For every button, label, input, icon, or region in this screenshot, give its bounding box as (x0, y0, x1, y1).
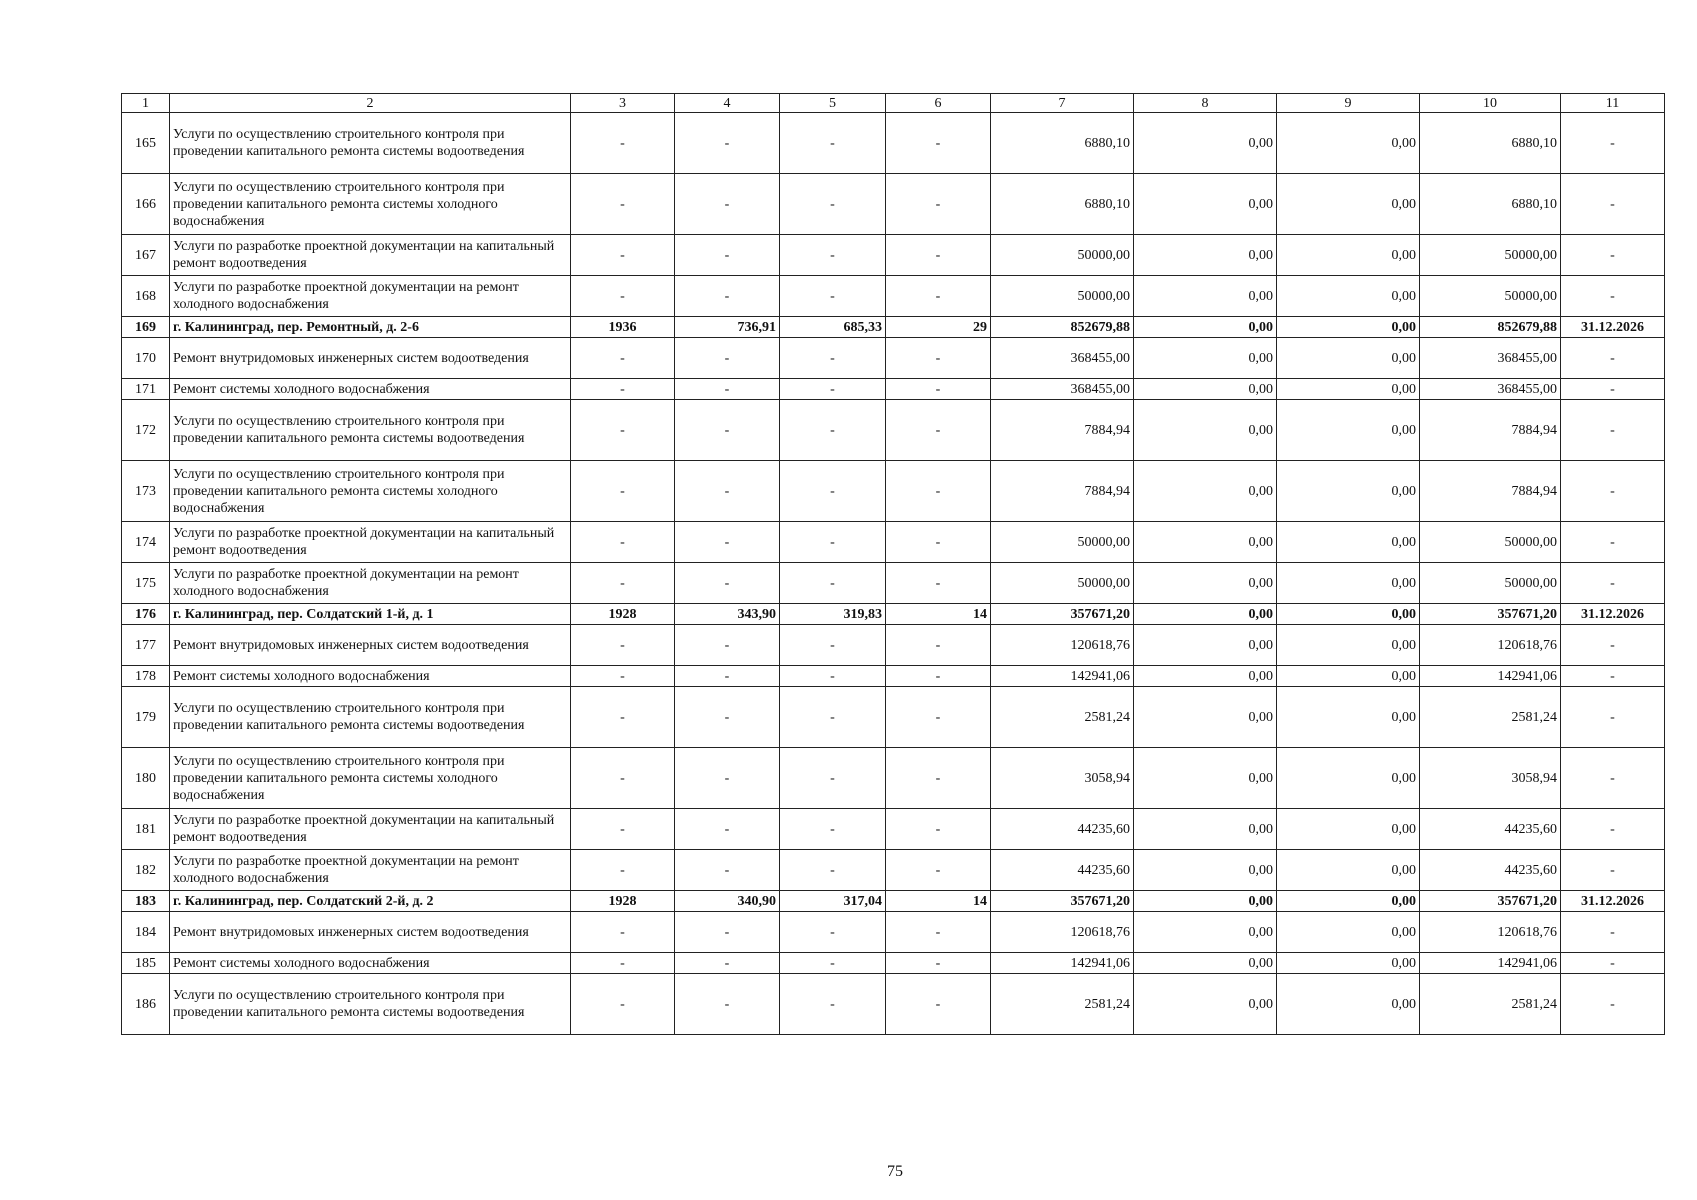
col-3-value: - (571, 912, 675, 953)
col-4-value: - (675, 522, 780, 563)
col-5-value: - (780, 850, 886, 891)
row-description: Ремонт системы холодного водоснабжения (170, 379, 571, 400)
col-3-value: - (571, 522, 675, 563)
table-row (122, 276, 1665, 317)
row-number: 169 (122, 317, 170, 338)
address-row (122, 317, 1665, 338)
col-7-value: 44235,60 (991, 850, 1134, 891)
col-4-value: 340,90 (675, 891, 780, 912)
col-11-value: - (1561, 400, 1665, 461)
col-3-value: - (571, 974, 675, 1035)
row-description: Услуги по разработке проектной документации на капитальный ремонт водоотведения (170, 809, 571, 850)
column-header-10: 10 (1420, 94, 1561, 113)
col-4-value: 736,91 (675, 317, 780, 338)
col-3-value: - (571, 687, 675, 748)
data-table (121, 93, 1665, 1035)
col-5-value: - (780, 687, 886, 748)
col-8-value: 0,00 (1134, 953, 1277, 974)
col-3-value: - (571, 809, 675, 850)
col-4-value: - (675, 113, 780, 174)
col-9-value: 0,00 (1277, 809, 1420, 850)
col-6-value: 14 (886, 891, 991, 912)
col-11-value: - (1561, 748, 1665, 809)
col-7-value: 852679,88 (991, 317, 1134, 338)
table-row (122, 400, 1665, 461)
column-header-6: 6 (886, 94, 991, 113)
col-5-value: - (780, 809, 886, 850)
col-9-value: 0,00 (1277, 687, 1420, 748)
col-3-value: - (571, 174, 675, 235)
col-11-value: - (1561, 276, 1665, 317)
col-3-value: 1928 (571, 604, 675, 625)
table-row (122, 625, 1665, 666)
col-10-value: 7884,94 (1420, 461, 1561, 522)
col-8-value: 0,00 (1134, 974, 1277, 1035)
col-6-value: - (886, 809, 991, 850)
col-3-value: - (571, 625, 675, 666)
col-6-value: - (886, 379, 991, 400)
col-8-value: 0,00 (1134, 461, 1277, 522)
col-11-value: - (1561, 687, 1665, 748)
row-number: 176 (122, 604, 170, 625)
col-4-value: - (675, 379, 780, 400)
col-5-value: - (780, 748, 886, 809)
col-7-value: 7884,94 (991, 400, 1134, 461)
col-6-value: - (886, 666, 991, 687)
col-10-value: 7884,94 (1420, 400, 1561, 461)
col-8-value: 0,00 (1134, 625, 1277, 666)
row-number: 168 (122, 276, 170, 317)
col-5-value: - (780, 953, 886, 974)
column-header-3: 3 (571, 94, 675, 113)
col-7-value: 50000,00 (991, 235, 1134, 276)
table-row (122, 974, 1665, 1035)
col-8-value: 0,00 (1134, 113, 1277, 174)
col-8-value: 0,00 (1134, 748, 1277, 809)
column-header-11: 11 (1561, 94, 1665, 113)
col-8-value: 0,00 (1134, 235, 1277, 276)
col-11-value: - (1561, 953, 1665, 974)
table-row (122, 563, 1665, 604)
col-9-value: 0,00 (1277, 891, 1420, 912)
col-9-value: 0,00 (1277, 563, 1420, 604)
table-row (122, 461, 1665, 522)
row-description: Услуги по осуществлению строительного контроля при проведении капитального ремонта системы водоотведения (170, 400, 571, 461)
col-5-value: - (780, 563, 886, 604)
col-3-value: - (571, 235, 675, 276)
table-row (122, 687, 1665, 748)
col-9-value: 0,00 (1277, 850, 1420, 891)
col-9-value: 0,00 (1277, 379, 1420, 400)
table-row (122, 809, 1665, 850)
col-11-value: - (1561, 850, 1665, 891)
row-description: Услуги по разработке проектной документации на ремонт холодного водоснабжения (170, 563, 571, 604)
col-4-value: - (675, 625, 780, 666)
col-6-value: - (886, 235, 991, 276)
col-10-value: 852679,88 (1420, 317, 1561, 338)
row-number: 172 (122, 400, 170, 461)
col-8-value: 0,00 (1134, 317, 1277, 338)
col-11-value: - (1561, 113, 1665, 174)
col-8-value: 0,00 (1134, 379, 1277, 400)
col-5-value: 685,33 (780, 317, 886, 338)
row-number: 174 (122, 522, 170, 563)
col-3-value: 1928 (571, 891, 675, 912)
col-6-value: - (886, 276, 991, 317)
row-number: 170 (122, 338, 170, 379)
column-header-1: 1 (122, 94, 170, 113)
col-9-value: 0,00 (1277, 400, 1420, 461)
col-4-value: - (675, 400, 780, 461)
col-4-value: 343,90 (675, 604, 780, 625)
col-4-value: - (675, 809, 780, 850)
header-row (122, 94, 1665, 113)
col-7-value: 357671,20 (991, 604, 1134, 625)
row-number: 181 (122, 809, 170, 850)
row-description: Услуги по осуществлению строительного контроля при проведении капитального ремонта системы водоотведения (170, 974, 571, 1035)
table-row (122, 235, 1665, 276)
col-10-value: 120618,76 (1420, 625, 1561, 666)
col-8-value: 0,00 (1134, 563, 1277, 604)
col-4-value: - (675, 953, 780, 974)
col-3-value: - (571, 953, 675, 974)
col-8-value: 0,00 (1134, 604, 1277, 625)
row-number: 165 (122, 113, 170, 174)
row-description: Услуги по разработке проектной документации на ремонт холодного водоснабжения (170, 276, 571, 317)
col-8-value: 0,00 (1134, 276, 1277, 317)
col-3-value: - (571, 338, 675, 379)
col-6-value: 14 (886, 604, 991, 625)
col-6-value: - (886, 113, 991, 174)
col-6-value: - (886, 974, 991, 1035)
col-6-value: - (886, 338, 991, 379)
col-11-value: - (1561, 235, 1665, 276)
column-header-9: 9 (1277, 94, 1420, 113)
col-3-value: - (571, 379, 675, 400)
col-6-value: - (886, 850, 991, 891)
col-9-value: 0,00 (1277, 461, 1420, 522)
table-row (122, 912, 1665, 953)
col-6-value: - (886, 912, 991, 953)
col-9-value: 0,00 (1277, 666, 1420, 687)
col-6-value: - (886, 953, 991, 974)
col-10-value: 6880,10 (1420, 113, 1561, 174)
col-5-value: 319,83 (780, 604, 886, 625)
row-description: Ремонт внутридомовых инженерных систем водоотведения (170, 625, 571, 666)
address-row (122, 891, 1665, 912)
col-10-value: 44235,60 (1420, 850, 1561, 891)
col-5-value: - (780, 235, 886, 276)
col-5-value: - (780, 974, 886, 1035)
col-3-value: - (571, 276, 675, 317)
row-number: 178 (122, 666, 170, 687)
col-11-value: 31.12.2026 (1561, 891, 1665, 912)
row-description: Услуги по разработке проектной документации на капитальный ремонт водоотведения (170, 522, 571, 563)
col-9-value: 0,00 (1277, 974, 1420, 1035)
row-number: 185 (122, 953, 170, 974)
col-10-value: 142941,06 (1420, 953, 1561, 974)
col-4-value: - (675, 687, 780, 748)
table-row (122, 338, 1665, 379)
row-description: г. Калининград, пер. Солдатский 2-й, д. 2 (170, 891, 571, 912)
col-9-value: 0,00 (1277, 953, 1420, 974)
col-7-value: 120618,76 (991, 912, 1134, 953)
col-11-value: - (1561, 338, 1665, 379)
table-row (122, 953, 1665, 974)
col-3-value: 1936 (571, 317, 675, 338)
col-7-value: 142941,06 (991, 666, 1134, 687)
col-7-value: 3058,94 (991, 748, 1134, 809)
row-description: Ремонт системы холодного водоснабжения (170, 953, 571, 974)
row-description: Услуги по разработке проектной документации на ремонт холодного водоснабжения (170, 850, 571, 891)
row-number: 166 (122, 174, 170, 235)
col-4-value: - (675, 666, 780, 687)
table-row (122, 174, 1665, 235)
col-9-value: 0,00 (1277, 317, 1420, 338)
col-10-value: 357671,20 (1420, 891, 1561, 912)
table-row (122, 666, 1665, 687)
col-6-value: - (886, 522, 991, 563)
col-7-value: 50000,00 (991, 522, 1134, 563)
col-9-value: 0,00 (1277, 912, 1420, 953)
col-4-value: - (675, 235, 780, 276)
col-8-value: 0,00 (1134, 912, 1277, 953)
row-number: 175 (122, 563, 170, 604)
column-header-7: 7 (991, 94, 1134, 113)
row-number: 173 (122, 461, 170, 522)
col-5-value: - (780, 400, 886, 461)
row-description: Ремонт внутридомовых инженерных систем водоотведения (170, 338, 571, 379)
col-11-value: - (1561, 625, 1665, 666)
col-9-value: 0,00 (1277, 174, 1420, 235)
col-4-value: - (675, 563, 780, 604)
col-9-value: 0,00 (1277, 625, 1420, 666)
col-6-value: - (886, 748, 991, 809)
col-8-value: 0,00 (1134, 174, 1277, 235)
col-11-value: - (1561, 379, 1665, 400)
col-3-value: - (571, 461, 675, 522)
col-6-value: - (886, 400, 991, 461)
row-description: Услуги по осуществлению строительного контроля при проведении капитального ремонта системы водоотведения (170, 113, 571, 174)
col-5-value: - (780, 174, 886, 235)
row-description: Услуги по разработке проектной документации на капитальный ремонт водоотведения (170, 235, 571, 276)
col-11-value: - (1561, 666, 1665, 687)
col-7-value: 357671,20 (991, 891, 1134, 912)
col-3-value: - (571, 400, 675, 461)
col-6-value: - (886, 563, 991, 604)
row-number: 177 (122, 625, 170, 666)
col-6-value: - (886, 687, 991, 748)
col-4-value: - (675, 338, 780, 379)
col-10-value: 2581,24 (1420, 974, 1561, 1035)
col-3-value: - (571, 666, 675, 687)
col-10-value: 368455,00 (1420, 379, 1561, 400)
table-row (122, 850, 1665, 891)
col-6-value: - (886, 461, 991, 522)
col-11-value: - (1561, 461, 1665, 522)
row-number: 179 (122, 687, 170, 748)
col-8-value: 0,00 (1134, 666, 1277, 687)
page-number: 75 (887, 1163, 903, 1180)
col-7-value: 368455,00 (991, 338, 1134, 379)
col-10-value: 50000,00 (1420, 235, 1561, 276)
row-description: Услуги по осуществлению строительного контроля при проведении капитального ремонта системы холодного водоснабжения (170, 174, 571, 235)
col-10-value: 3058,94 (1420, 748, 1561, 809)
col-7-value: 142941,06 (991, 953, 1134, 974)
col-3-value: - (571, 748, 675, 809)
column-header-2: 2 (170, 94, 571, 113)
row-number: 180 (122, 748, 170, 809)
col-7-value: 120618,76 (991, 625, 1134, 666)
table-header (122, 94, 1665, 113)
col-3-value: - (571, 563, 675, 604)
row-description: Услуги по осуществлению строительного контроля при проведении капитального ремонта системы холодного водоснабжения (170, 461, 571, 522)
col-7-value: 7884,94 (991, 461, 1134, 522)
col-10-value: 357671,20 (1420, 604, 1561, 625)
col-11-value: - (1561, 174, 1665, 235)
col-11-value: - (1561, 912, 1665, 953)
col-9-value: 0,00 (1277, 276, 1420, 317)
col-7-value: 50000,00 (991, 563, 1134, 604)
col-8-value: 0,00 (1134, 809, 1277, 850)
col-7-value: 6880,10 (991, 113, 1134, 174)
col-7-value: 2581,24 (991, 974, 1134, 1035)
row-description: Ремонт системы холодного водоснабжения (170, 666, 571, 687)
col-11-value: 31.12.2026 (1561, 317, 1665, 338)
col-5-value: - (780, 338, 886, 379)
row-description: г. Калининград, пер. Ремонтный, д. 2-6 (170, 317, 571, 338)
col-4-value: - (675, 748, 780, 809)
col-6-value: - (886, 625, 991, 666)
col-9-value: 0,00 (1277, 748, 1420, 809)
col-10-value: 50000,00 (1420, 563, 1561, 604)
row-number: 182 (122, 850, 170, 891)
col-9-value: 0,00 (1277, 604, 1420, 625)
row-number: 184 (122, 912, 170, 953)
col-7-value: 44235,60 (991, 809, 1134, 850)
col-9-value: 0,00 (1277, 522, 1420, 563)
col-4-value: - (675, 974, 780, 1035)
row-number: 186 (122, 974, 170, 1035)
col-5-value: - (780, 461, 886, 522)
col-7-value: 2581,24 (991, 687, 1134, 748)
col-4-value: - (675, 850, 780, 891)
col-10-value: 120618,76 (1420, 912, 1561, 953)
row-description: Ремонт внутридомовых инженерных систем водоотведения (170, 912, 571, 953)
col-5-value: - (780, 379, 886, 400)
col-11-value: - (1561, 563, 1665, 604)
row-description: Услуги по осуществлению строительного контроля при проведении капитального ремонта системы холодного водоснабжения (170, 748, 571, 809)
col-11-value: - (1561, 522, 1665, 563)
row-number: 183 (122, 891, 170, 912)
col-10-value: 142941,06 (1420, 666, 1561, 687)
col-5-value: 317,04 (780, 891, 886, 912)
col-10-value: 368455,00 (1420, 338, 1561, 379)
col-5-value: - (780, 522, 886, 563)
col-9-value: 0,00 (1277, 235, 1420, 276)
col-5-value: - (780, 276, 886, 317)
col-4-value: - (675, 276, 780, 317)
column-header-5: 5 (780, 94, 886, 113)
row-number: 167 (122, 235, 170, 276)
col-10-value: 44235,60 (1420, 809, 1561, 850)
col-6-value: - (886, 174, 991, 235)
col-11-value: - (1561, 974, 1665, 1035)
col-3-value: - (571, 850, 675, 891)
table-row (122, 379, 1665, 400)
col-7-value: 6880,10 (991, 174, 1134, 235)
col-10-value: 50000,00 (1420, 522, 1561, 563)
col-5-value: - (780, 912, 886, 953)
column-header-4: 4 (675, 94, 780, 113)
col-4-value: - (675, 174, 780, 235)
row-description: г. Калининград, пер. Солдатский 1-й, д. 1 (170, 604, 571, 625)
col-11-value: 31.12.2026 (1561, 604, 1665, 625)
col-7-value: 368455,00 (991, 379, 1134, 400)
col-10-value: 6880,10 (1420, 174, 1561, 235)
address-row (122, 604, 1665, 625)
col-5-value: - (780, 625, 886, 666)
table-body (122, 113, 1665, 1035)
col-8-value: 0,00 (1134, 850, 1277, 891)
col-5-value: - (780, 113, 886, 174)
col-4-value: - (675, 912, 780, 953)
table-row (122, 748, 1665, 809)
col-8-value: 0,00 (1134, 687, 1277, 748)
col-3-value: - (571, 113, 675, 174)
col-10-value: 50000,00 (1420, 276, 1561, 317)
col-8-value: 0,00 (1134, 891, 1277, 912)
col-4-value: - (675, 461, 780, 522)
table-row (122, 113, 1665, 174)
col-11-value: - (1561, 809, 1665, 850)
col-8-value: 0,00 (1134, 338, 1277, 379)
column-header-8: 8 (1134, 94, 1277, 113)
col-7-value: 50000,00 (991, 276, 1134, 317)
col-6-value: 29 (886, 317, 991, 338)
table-row (122, 522, 1665, 563)
col-8-value: 0,00 (1134, 522, 1277, 563)
row-number: 171 (122, 379, 170, 400)
col-8-value: 0,00 (1134, 400, 1277, 461)
row-description: Услуги по осуществлению строительного контроля при проведении капитального ремонта системы водоотведения (170, 687, 571, 748)
col-9-value: 0,00 (1277, 338, 1420, 379)
col-10-value: 2581,24 (1420, 687, 1561, 748)
col-5-value: - (780, 666, 886, 687)
col-9-value: 0,00 (1277, 113, 1420, 174)
